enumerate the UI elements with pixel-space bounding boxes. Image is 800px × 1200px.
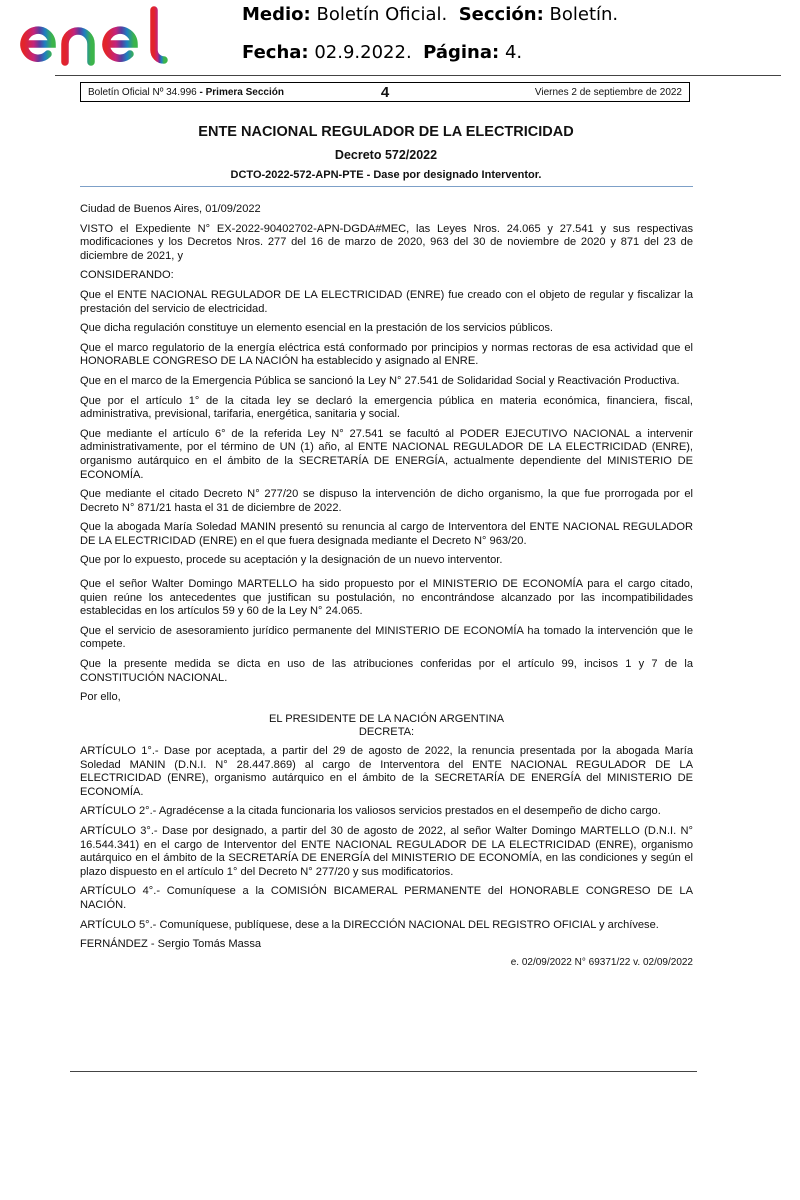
paragraph: Que mediante el artículo 6° de la referida Ley N° 27.541 se facultó al PODER EJECUTIVO NACIONAL a intervenir administrativamente, por el término de UN (1) año, al ENTE NACIONAL REGULADOR DE LA ELECTRICIDAD (ENRE), organismo autárquico en el ámbito de la SECRETARÍA DE ENERGÍA, actualmente dependiente del MINISTERIO DE ECONOMÍA. [80, 427, 693, 481]
date-info-line [242, 42, 522, 63]
bulletin-id [88, 87, 385, 98]
president-heading [80, 713, 693, 740]
article-4: ARTÍCULO 4°.- Comuníquese a la COMISIÓN BICAMERAL PERMANENTE del HONORABLE CONGRESO DE LA NACIÓN. [80, 885, 693, 911]
president-line: EL PRESIDENTE DE LA NACIÓN ARGENTINA [268, 712, 505, 725]
publication-reference: e. 02/09/2022 N° 69371/22 v. 02/09/2022 [510, 956, 693, 968]
medio-value: Boletín Oficial. [316, 4, 448, 25]
media-info-line [242, 4, 618, 25]
decreta-line: DECRETA: [358, 726, 415, 739]
decree-body [80, 203, 693, 975]
fecha-value: 02.9.2022. [314, 42, 412, 63]
header-divider [55, 75, 781, 76]
pagina-value: 4. [504, 42, 523, 63]
article-2: ARTÍCULO 2°.- Agradécense a la citada funcionaria los valiosos servicios prestados en el desempeño de dicho cargo. [80, 805, 661, 818]
paragraph: Que la abogada María Soledad MANIN presentó su renuncia al cargo de Interventora del ENTE NACIONAL REGULADOR DE LA ELECTRICIDAD (ENRE) en el que fuera designada mediante el Decreto N° 963/20. [80, 521, 693, 547]
decree-title: Decreto 572/2022 [334, 148, 438, 162]
footer-divider [70, 1071, 697, 1072]
paragraph: Que la presente medida se dicta en uso de las atribuciones conferidas por el artículo 99, incisos 1 y 7 de la CONSTITUCIÓN NACIONAL. [80, 658, 693, 684]
paragraph: Que dicha regulación constituye un elemento esencial en la prestación de los servicios públicos. [80, 322, 553, 335]
paragraph: Que por lo expuesto, procede su aceptación y la designación de un nuevo interventor. [80, 554, 503, 567]
seccion-label: Sección: [458, 4, 544, 25]
paragraph: Que el ENTE NACIONAL REGULADOR DE LA ELECTRICIDAD (ENRE) fue creado con el objeto de regular y fiscalizar la prestación del servicio de electricidad. [80, 288, 693, 315]
considerando-heading: CONSIDERANDO: [80, 269, 174, 282]
visto-paragraph: VISTO el Expediente N° EX-2022-90402702-APN-DGDA#MEC, las Leyes Nros. 24.065 y 27.541 y sus respectivas modificaciones y los Decretos Nros. 277 del 16 de marzo de 2020, 963 del 30 de noviembre de 2020 y 871 del 23 de diciembre de 2021, y [80, 222, 693, 262]
page-number: 4 [380, 83, 390, 101]
signature: FERNÁNDEZ - Sergio Tomás Massa [80, 938, 262, 951]
seccion-value: Boletín. [549, 4, 619, 25]
paragraph: Que mediante el citado Decreto N° 277/20 se dispuso la intervención de dicho organismo, la que fue prorrogada por el Decreto N° 871/21 hasta el 31 de diciembre de 2022. [80, 488, 693, 514]
medio-label: Medio: [242, 4, 311, 25]
bulletin-section: - Primera Sección [199, 86, 284, 98]
bulletin-header-strip [80, 82, 690, 102]
article-5: ARTÍCULO 5°.- Comuníquese, publíquese, dese a la DIRECCIÓN NACIONAL DEL REGISTRO OFICIAL y archívese. [80, 918, 659, 931]
title-divider [80, 186, 693, 187]
decree-code: DCTO-2022-572-APN-PTE - Dase por designado Interventor. [230, 169, 542, 181]
paragraph: Que por el artículo 1° de la citada ley se declaró la emergencia pública en materia económica, financiera, fiscal, administrativa, previsional, tarifaria, energética, sanitaria y social. [80, 394, 693, 421]
article-1: ARTÍCULO 1°.- Dase por aceptada, a partir del 29 de agosto de 2022, la renuncia presentada por la abogada María Soledad MANIN (D.N.I. N° 28.447.869) al cargo de Interventora del ENTE NACIONAL REGULADOR DE LA ELECTRICIDAD (ENRE), organismo autárquico en el ámbito de la SECRETARÍA DE ENERGÍA del MINISTERIO DE ECONOMÍA. [80, 745, 693, 798]
pagina-label: Página: [423, 42, 500, 63]
por-ello: Por ello, [80, 691, 121, 704]
paragraph: Que el señor Walter Domingo MARTELLO ha sido propuesto por el MINISTERIO DE ECONOMÍA para el cargo citado, quien reúne los antecedentes que justifican su postulación, no encontrándose alcanzado por las incompatibilidades establecidas en los artículos 59 y 60 de la Ley N° 24.065. [80, 578, 693, 618]
enel-logo [18, 4, 168, 68]
article-3: ARTÍCULO 3°.- Dase por designado, a partir del 30 de agosto de 2022, al señor Walter Domingo MARTELLO (D.N.I. N° 16.544.341) en el cargo de Interventor del ENTE NACIONAL REGULADOR DE LA ELECTRICIDAD (ENRE), organismo autárquico en el ámbito de la SECRETARÍA DE ENERGÍA del MINISTERIO DE ECONOMÍA, en las condiciones y según el plazo dispuesto en el artículo 1° del Decreto N° 277/20 y sus modificatorios. [80, 824, 693, 878]
fecha-label: Fecha: [242, 42, 309, 63]
paragraph: Que el marco regulatorio de la energía eléctrica está conformado por principios y normas rectoras de esa actividad que el HONORABLE CONGRESO DE LA NACIÓN ha establecido y asignado al ENRE. [80, 341, 693, 368]
bulletin-number: Boletín Oficial Nº 34.996 [88, 86, 197, 98]
paragraph: Que el servicio de asesoramiento jurídico permanente del MINISTERIO DE ECONOMÍA ha tomado la intervención que le compete. [80, 624, 693, 651]
place-date: Ciudad de Buenos Aires, 01/09/2022 [80, 203, 261, 215]
bulletin-date: Viernes 2 de septiembre de 2022 [534, 86, 682, 98]
paragraph: Que en el marco de la Emergencia Pública se sancionó la Ley N° 27.541 de Solidaridad Social y Reactivación Productiva. [80, 374, 680, 387]
entity-title: ENTE NACIONAL REGULADOR DE LA ELECTRICIDAD [198, 124, 574, 140]
